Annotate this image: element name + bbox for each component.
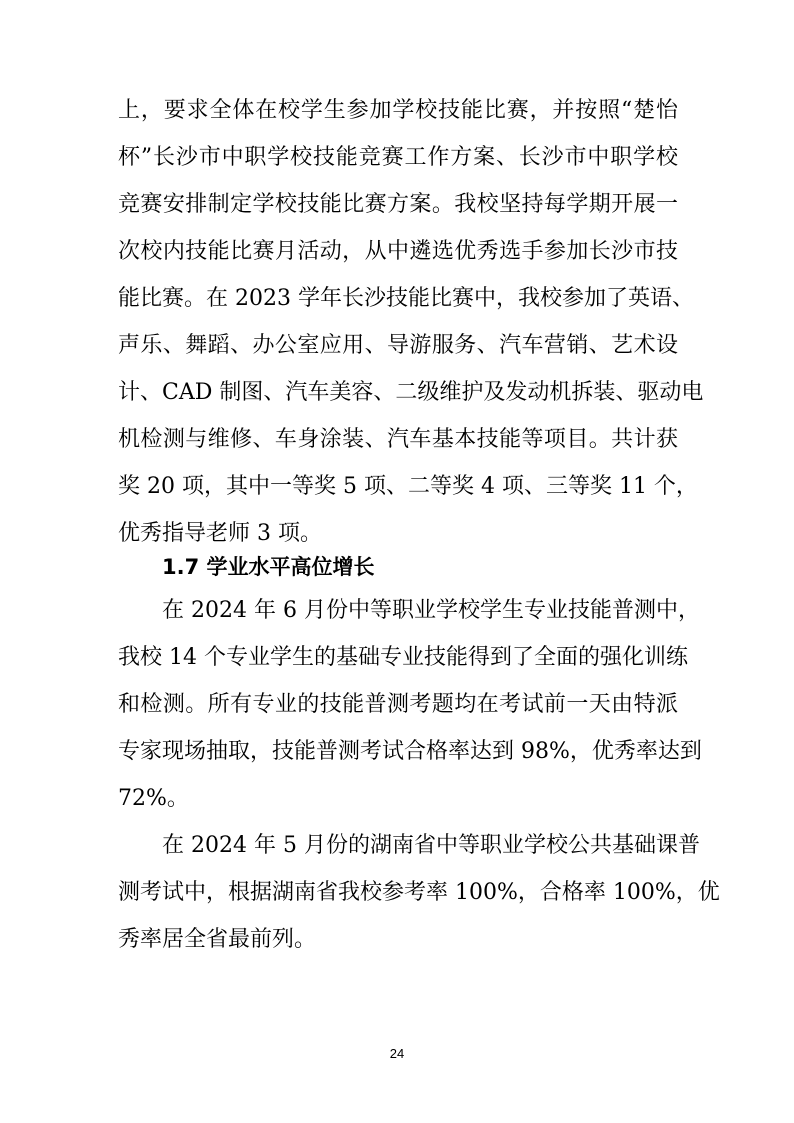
page-number: 24: [389, 1046, 405, 1061]
section-heading: 1.7 学业水平高位增长: [162, 555, 375, 579]
paragraph-2-line-4: 专家现场抽取，技能普测考试合格率达到 98%，优秀率达到: [118, 739, 702, 764]
paragraph-1-line-2: 杯”长沙市中职学校技能竞赛工作方案、长沙市中职学校: [118, 145, 678, 170]
paragraph-1-line-1: 上，要求全体在校学生参加学校技能比赛，并按照“楚怡: [118, 98, 678, 123]
paragraph-1-line-4: 次校内技能比赛月活动，从中遴选优秀选手参加长沙市技: [118, 239, 678, 264]
paragraph-3-line-1: 在 2024 年 5 月份的湖南省中等职业学校公共基础课普: [162, 833, 700, 858]
paragraph-1-line-3: 竞赛安排制定学校技能比赛方案。我校坚持每学期开展一: [118, 192, 678, 217]
paragraph-1-line-8: 机检测与维修、车身涂装、汽车基本技能等项目。共计获: [118, 427, 678, 452]
paragraph-3-line-2: 测考试中，根据湖南省我校参考率 100%，合格率 100%，优: [118, 880, 720, 905]
paragraph-1-line-9: 奖 20 项，其中一等奖 5 项、二等奖 4 项、三等奖 11 个，: [118, 474, 698, 499]
paragraph-1-line-10: 优秀指导老师 3 项。: [118, 521, 322, 546]
paragraph-2-line-2: 我校 14 个专业学生的基础专业技能得到了全面的强化训练: [118, 645, 688, 670]
paragraph-2-line-1: 在 2024 年 6 月份中等职业学校学生专业技能普测中，: [162, 598, 700, 623]
paragraph-2-line-3: 和检测。所有专业的技能普测考题均在考试前一天由特派: [118, 692, 678, 717]
paragraph-2-line-5: 72%。: [118, 786, 189, 811]
paragraph-1-line-6: 声乐、舞蹈、办公室应用、导游服务、汽车营销、艺术设: [118, 333, 678, 358]
paragraph-1-line-7: 计、CAD 制图、汽车美容、二级维护及发动机拆装、驱动电: [118, 380, 704, 405]
paragraph-1-line-5: 能比赛。在 2023 学年长沙技能比赛中，我校参加了英语、: [118, 286, 694, 311]
paragraph-3-line-3: 秀率居全省最前列。: [118, 927, 317, 952]
